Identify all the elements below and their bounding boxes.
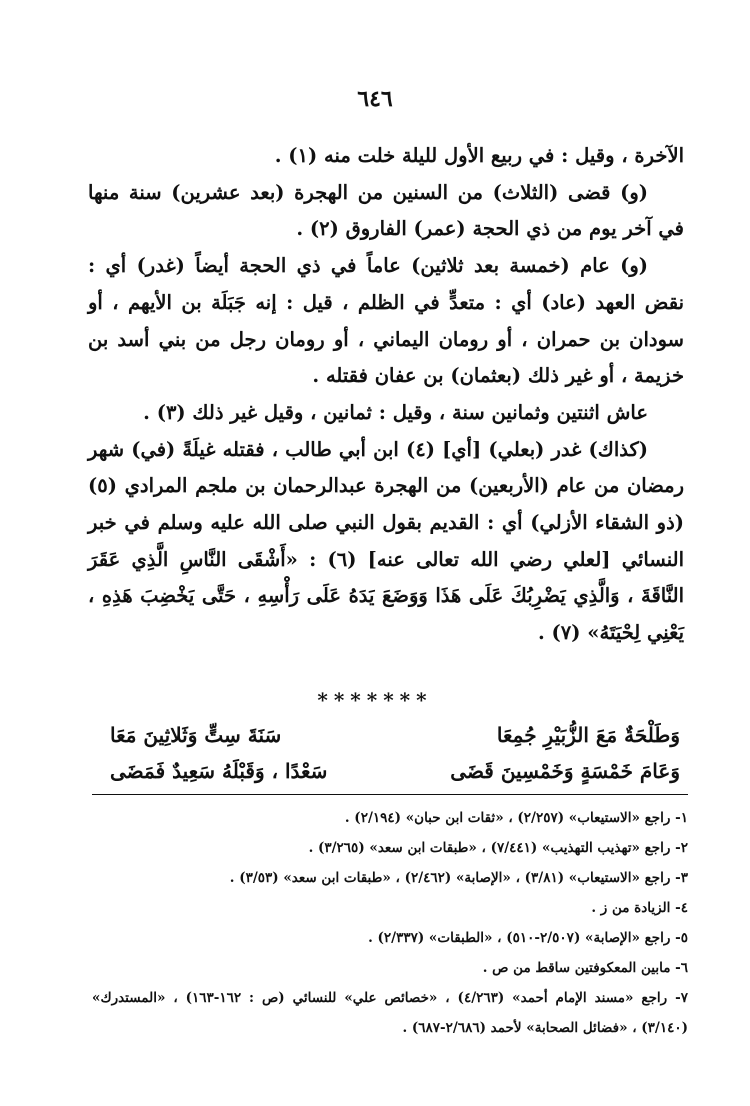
paragraph: الآخرة ، وقيل : في ربيع الأول لليلة خلت منه (١) . (274, 144, 684, 167)
poem-hemistich-first: وَعَامَ خَمْسَةٍ وَخَمْسِينَ قَضَى (450, 759, 680, 783)
poem-verse (110, 717, 680, 753)
paragraph: (و) قضى (الثلاث) من السنين من الهجرة (بعد عشرين) سنة منها في آخر يوم من ذي الحجة (عمر) الفاروق (٢) . (88, 180, 684, 241)
footnote: ٢- راجع «تهذيب التهذيب» (٧/٤٤١) ، «طبقات ابن سعد» (٣/٢٦٥) . (308, 840, 688, 856)
poem-hemistich-first: وَطَلْحَةٌ مَعَ الزُّبَيْرِ جُمِعَا (496, 723, 680, 747)
poem-verse (110, 753, 680, 789)
poem-hemistich-second: سَعْدًا ، وَقَبْلَهُ سَعِيدٌ فَمَضَى (110, 759, 328, 783)
page-number: ٦٤٦ (357, 86, 393, 112)
paragraph: عاش اثنتين وثمانين سنة ، وقيل : ثمانين ، وقيل غير ذلك (٣) . (143, 400, 648, 424)
paragraph: (و) عام (خمسة بعد ثلاثين) عاماً في ذي الحجة أيضاً (غدر) أي : نقض العهد (عاد) أي : متعدٍّ في الظلم ، قيل : إنه جَبَلَة بن الأيهم ، أو سودان بن حمران ، أو رومان اليماني ، أو رومان رجل من بني أسد بن خزيمة ، أو غير ذلك (بعثمان) بن عفان فقتله . (88, 254, 684, 388)
poem (110, 717, 680, 789)
paragraph: (كذاك) غدر (بعلي) [أي] (٤) ابن أبي طالب ، فقتله غيلَةً (في) شهر رمضان من عام (الأربعين) من الهجرة عبدالرحمان بن ملجم المرادي (٥) (ذو الشقاء الأزلي) أي : القديم بقول النبي صلى الله عليه وسلم في خبر النسائي [لعلي رضي الله تعالى عنه] (٦) : «أَشْقَى النَّاسِ الَّذِي عَقَرَ النَّاقَةَ ، وَالَّذِي يَضْرِبُكَ عَلَى هَذَا وَوَضَعَ يَدَهُ عَلَى رَأْسِهِ ، حَتَّى يَخْضِبَ هَذِهِ ، يَعْنِي لِحْيَتَهُ» (٧) . (88, 437, 684, 645)
main-text (88, 138, 684, 652)
footnotes (92, 803, 688, 1043)
footnote: ٤- الزيادة من ز . (591, 900, 688, 916)
poem-hemistich-second: سَنَةَ سِتٍّ وَثَلاثِينَ مَعَا (110, 723, 282, 747)
footnote: ٣- راجع «الاستيعاب» (٣/٨١) ، «الإصابة» (٢/٤٦٢) ، «طبقات ابن سعد» (٣/٥٣) . (229, 870, 688, 886)
section-separator: ******* (317, 688, 433, 712)
footnote: ١- راجع «الاستيعاب» (٢/٢٥٧) ، «ثقات ابن حبان» (٢/١٩٤) . (344, 810, 688, 826)
footnote-divider (92, 794, 688, 795)
footnote: ٥- راجع «الإصابة» (٢/٥٠٧-٥١٠) ، «الطبقات» (٢/٣٣٧) . (368, 930, 688, 946)
footnote: ٧- راجع «مسند الإمام أحمد» (٤/٢٦٣) ، «خصائص علي» للنسائي (ص : ١٦٢-١٦٣) ، «المستدرك» (٣/١٤٠) ، «فضائل الصحابة» لأحمد (٢/٦٨٦-٦٨٧) . (92, 990, 688, 1036)
footnote: ٦- مابين المعكوفتين ساقط من ص . (482, 960, 688, 976)
